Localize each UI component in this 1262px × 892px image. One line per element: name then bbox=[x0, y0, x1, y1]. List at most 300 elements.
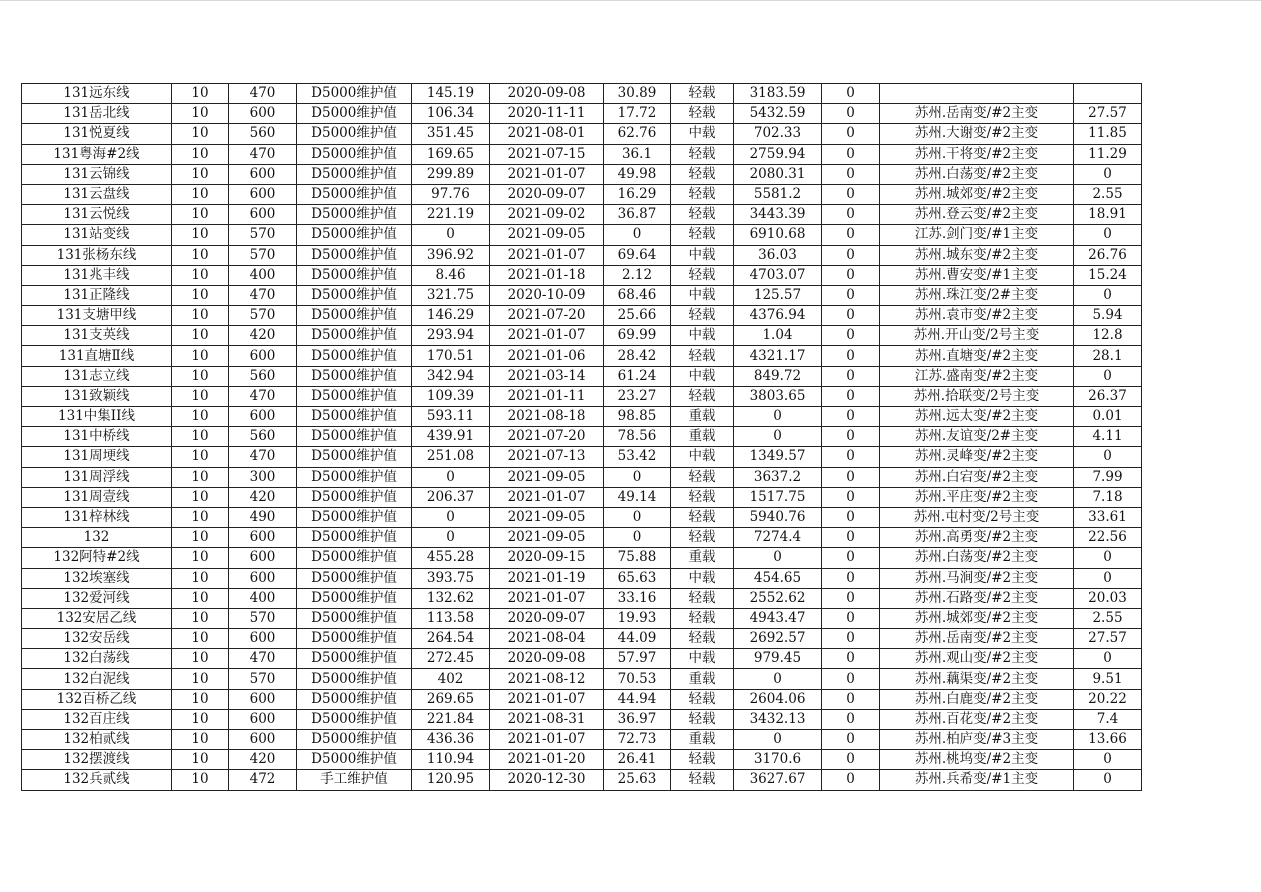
source-cell[interactable]: D5000维护值 bbox=[297, 689, 412, 709]
spare-capacity-cell[interactable]: 1.04 bbox=[734, 326, 822, 346]
load-level-cell[interactable]: 轻载 bbox=[671, 487, 734, 507]
voltage-cell[interactable]: 10 bbox=[172, 507, 229, 527]
transformer-cell[interactable]: 苏州.登云变/#2主变 bbox=[880, 205, 1074, 225]
current-load-cell[interactable]: 593.11 bbox=[412, 407, 490, 427]
flag-cell[interactable]: 0 bbox=[822, 528, 880, 548]
load-rate-cell[interactable]: 72.73 bbox=[604, 730, 671, 750]
line-name-cell[interactable]: 132百桥乙线 bbox=[22, 689, 172, 709]
flag-cell[interactable]: 0 bbox=[822, 346, 880, 366]
line-name-cell[interactable]: 131志立线 bbox=[22, 366, 172, 386]
line-name-cell[interactable]: 131云盘线 bbox=[22, 184, 172, 204]
source-cell[interactable]: D5000维护值 bbox=[297, 326, 412, 346]
voltage-cell[interactable]: 10 bbox=[172, 144, 229, 164]
current-load-cell[interactable]: 251.08 bbox=[412, 447, 490, 467]
transformer-rate-cell[interactable]: 0.01 bbox=[1074, 407, 1142, 427]
date-cell[interactable]: 2021-08-01 bbox=[490, 124, 604, 144]
transformer-rate-cell[interactable]: 15.24 bbox=[1074, 265, 1142, 285]
transformer-cell[interactable]: 苏州.袁市变/#2主变 bbox=[880, 306, 1074, 326]
current-load-cell[interactable]: 120.95 bbox=[412, 770, 490, 790]
transformer-rate-cell[interactable]: 26.76 bbox=[1074, 245, 1142, 265]
line-name-cell[interactable]: 132爱河线 bbox=[22, 588, 172, 608]
transformer-cell[interactable]: 苏州.平庄变/#2主变 bbox=[880, 487, 1074, 507]
transformer-cell[interactable]: 苏州.观山变/#2主变 bbox=[880, 649, 1074, 669]
flag-cell[interactable]: 0 bbox=[822, 407, 880, 427]
rated-capacity-cell[interactable]: 600 bbox=[229, 730, 297, 750]
spare-capacity-cell[interactable]: 849.72 bbox=[734, 366, 822, 386]
line-name-cell[interactable]: 131云悦线 bbox=[22, 205, 172, 225]
load-level-cell[interactable]: 重载 bbox=[671, 730, 734, 750]
load-level-cell[interactable]: 中载 bbox=[671, 124, 734, 144]
source-cell[interactable]: D5000维护值 bbox=[297, 124, 412, 144]
rated-capacity-cell[interactable]: 470 bbox=[229, 144, 297, 164]
current-load-cell[interactable]: 269.65 bbox=[412, 689, 490, 709]
transformer-rate-cell[interactable]: 20.03 bbox=[1074, 588, 1142, 608]
transformer-rate-cell[interactable]: 27.57 bbox=[1074, 104, 1142, 124]
flag-cell[interactable]: 0 bbox=[822, 245, 880, 265]
voltage-cell[interactable]: 10 bbox=[172, 225, 229, 245]
rated-capacity-cell[interactable]: 600 bbox=[229, 205, 297, 225]
spare-capacity-cell[interactable]: 7274.4 bbox=[734, 528, 822, 548]
spare-capacity-cell[interactable]: 0 bbox=[734, 548, 822, 568]
load-rate-cell[interactable]: 68.46 bbox=[604, 285, 671, 305]
source-cell[interactable]: D5000维护值 bbox=[297, 669, 412, 689]
spare-capacity-cell[interactable]: 0 bbox=[734, 669, 822, 689]
rated-capacity-cell[interactable]: 570 bbox=[229, 225, 297, 245]
load-rate-cell[interactable]: 36.97 bbox=[604, 709, 671, 729]
source-cell[interactable]: D5000维护值 bbox=[297, 487, 412, 507]
transformer-cell[interactable] bbox=[880, 84, 1074, 104]
line-name-cell[interactable]: 131周浮线 bbox=[22, 467, 172, 487]
current-load-cell[interactable]: 221.19 bbox=[412, 205, 490, 225]
flag-cell[interactable]: 0 bbox=[822, 366, 880, 386]
transformer-rate-cell[interactable]: 0 bbox=[1074, 548, 1142, 568]
source-cell[interactable]: D5000维护值 bbox=[297, 386, 412, 406]
rated-capacity-cell[interactable]: 600 bbox=[229, 407, 297, 427]
spare-capacity-cell[interactable]: 4376.94 bbox=[734, 306, 822, 326]
load-rate-cell[interactable]: 25.66 bbox=[604, 306, 671, 326]
date-cell[interactable]: 2021-01-07 bbox=[490, 588, 604, 608]
date-cell[interactable]: 2021-09-05 bbox=[490, 528, 604, 548]
voltage-cell[interactable]: 10 bbox=[172, 730, 229, 750]
current-load-cell[interactable]: 299.89 bbox=[412, 164, 490, 184]
voltage-cell[interactable]: 10 bbox=[172, 124, 229, 144]
source-cell[interactable]: D5000维护值 bbox=[297, 467, 412, 487]
rated-capacity-cell[interactable]: 470 bbox=[229, 386, 297, 406]
rated-capacity-cell[interactable]: 490 bbox=[229, 507, 297, 527]
date-cell[interactable]: 2021-09-05 bbox=[490, 467, 604, 487]
current-load-cell[interactable]: 455.28 bbox=[412, 548, 490, 568]
flag-cell[interactable]: 0 bbox=[822, 427, 880, 447]
voltage-cell[interactable]: 10 bbox=[172, 407, 229, 427]
spare-capacity-cell[interactable]: 702.33 bbox=[734, 124, 822, 144]
spare-capacity-cell[interactable]: 1349.57 bbox=[734, 447, 822, 467]
flag-cell[interactable]: 0 bbox=[822, 608, 880, 628]
transformer-rate-cell[interactable] bbox=[1074, 84, 1142, 104]
load-level-cell[interactable]: 轻载 bbox=[671, 306, 734, 326]
rated-capacity-cell[interactable]: 600 bbox=[229, 568, 297, 588]
date-cell[interactable]: 2021-01-07 bbox=[490, 487, 604, 507]
transformer-cell[interactable]: 苏州.岳南变/#2主变 bbox=[880, 104, 1074, 124]
spare-capacity-cell[interactable]: 0 bbox=[734, 730, 822, 750]
date-cell[interactable]: 2021-07-13 bbox=[490, 447, 604, 467]
transformer-rate-cell[interactable]: 0 bbox=[1074, 225, 1142, 245]
flag-cell[interactable]: 0 bbox=[822, 144, 880, 164]
flag-cell[interactable]: 0 bbox=[822, 386, 880, 406]
date-cell[interactable]: 2021-08-18 bbox=[490, 407, 604, 427]
line-name-cell[interactable]: 131悦夏线 bbox=[22, 124, 172, 144]
voltage-cell[interactable]: 10 bbox=[172, 588, 229, 608]
current-load-cell[interactable]: 0 bbox=[412, 225, 490, 245]
spare-capacity-cell[interactable]: 2604.06 bbox=[734, 689, 822, 709]
current-load-cell[interactable]: 97.76 bbox=[412, 184, 490, 204]
load-rate-cell[interactable]: 17.72 bbox=[604, 104, 671, 124]
line-name-cell[interactable]: 132安居乙线 bbox=[22, 608, 172, 628]
transformer-cell[interactable]: 苏州.远太变/#2主变 bbox=[880, 407, 1074, 427]
date-cell[interactable]: 2020-09-15 bbox=[490, 548, 604, 568]
transformer-cell[interactable]: 苏州.城郊变/#2主变 bbox=[880, 608, 1074, 628]
flag-cell[interactable]: 0 bbox=[822, 588, 880, 608]
line-name-cell[interactable]: 131支塘甲线 bbox=[22, 306, 172, 326]
current-load-cell[interactable]: 110.94 bbox=[412, 750, 490, 770]
spare-capacity-cell[interactable]: 36.03 bbox=[734, 245, 822, 265]
source-cell[interactable]: D5000维护值 bbox=[297, 144, 412, 164]
load-level-cell[interactable]: 轻载 bbox=[671, 709, 734, 729]
date-cell[interactable]: 2021-09-02 bbox=[490, 205, 604, 225]
transformer-rate-cell[interactable]: 0 bbox=[1074, 285, 1142, 305]
load-rate-cell[interactable]: 19.93 bbox=[604, 608, 671, 628]
current-load-cell[interactable]: 342.94 bbox=[412, 366, 490, 386]
current-load-cell[interactable]: 0 bbox=[412, 467, 490, 487]
voltage-cell[interactable]: 10 bbox=[172, 750, 229, 770]
load-level-cell[interactable]: 轻载 bbox=[671, 265, 734, 285]
load-rate-cell[interactable]: 0 bbox=[604, 225, 671, 245]
load-level-cell[interactable]: 轻载 bbox=[671, 346, 734, 366]
load-level-cell[interactable]: 中载 bbox=[671, 447, 734, 467]
transformer-cell[interactable]: 苏州.白荡变/#2主变 bbox=[880, 548, 1074, 568]
load-level-cell[interactable]: 中载 bbox=[671, 568, 734, 588]
load-level-cell[interactable]: 轻载 bbox=[671, 750, 734, 770]
voltage-cell[interactable]: 10 bbox=[172, 245, 229, 265]
voltage-cell[interactable]: 10 bbox=[172, 770, 229, 790]
flag-cell[interactable]: 0 bbox=[822, 487, 880, 507]
source-cell[interactable]: D5000维护值 bbox=[297, 245, 412, 265]
load-rate-cell[interactable]: 65.63 bbox=[604, 568, 671, 588]
flag-cell[interactable]: 0 bbox=[822, 770, 880, 790]
source-cell[interactable]: D5000维护值 bbox=[297, 184, 412, 204]
transformer-cell[interactable]: 苏州.岳南变/#2主变 bbox=[880, 629, 1074, 649]
spare-capacity-cell[interactable]: 3432.13 bbox=[734, 709, 822, 729]
rated-capacity-cell[interactable]: 470 bbox=[229, 84, 297, 104]
rated-capacity-cell[interactable]: 400 bbox=[229, 588, 297, 608]
line-name-cell[interactable]: 132白荡线 bbox=[22, 649, 172, 669]
load-level-cell[interactable]: 轻载 bbox=[671, 507, 734, 527]
transformer-cell[interactable]: 苏州.白鹿变/#2主变 bbox=[880, 689, 1074, 709]
transformer-cell[interactable]: 苏州.白荡变/#2主变 bbox=[880, 164, 1074, 184]
line-name-cell[interactable]: 131周埂线 bbox=[22, 447, 172, 467]
spare-capacity-cell[interactable]: 5581.2 bbox=[734, 184, 822, 204]
line-name-cell[interactable]: 131直塘Ⅱ线 bbox=[22, 346, 172, 366]
load-rate-cell[interactable]: 23.27 bbox=[604, 386, 671, 406]
load-rate-cell[interactable]: 28.42 bbox=[604, 346, 671, 366]
spare-capacity-cell[interactable]: 5432.59 bbox=[734, 104, 822, 124]
flag-cell[interactable]: 0 bbox=[822, 104, 880, 124]
transformer-cell[interactable]: 苏州.开山变/2号主变 bbox=[880, 326, 1074, 346]
load-rate-cell[interactable]: 62.76 bbox=[604, 124, 671, 144]
rated-capacity-cell[interactable]: 470 bbox=[229, 649, 297, 669]
date-cell[interactable]: 2021-09-05 bbox=[490, 507, 604, 527]
date-cell[interactable]: 2021-07-20 bbox=[490, 427, 604, 447]
rated-capacity-cell[interactable]: 570 bbox=[229, 245, 297, 265]
source-cell[interactable]: D5000维护值 bbox=[297, 84, 412, 104]
load-rate-cell[interactable]: 30.89 bbox=[604, 84, 671, 104]
spare-capacity-cell[interactable]: 454.65 bbox=[734, 568, 822, 588]
rated-capacity-cell[interactable]: 600 bbox=[229, 709, 297, 729]
transformer-rate-cell[interactable]: 2.55 bbox=[1074, 608, 1142, 628]
transformer-rate-cell[interactable]: 11.85 bbox=[1074, 124, 1142, 144]
spare-capacity-cell[interactable]: 4321.17 bbox=[734, 346, 822, 366]
voltage-cell[interactable]: 10 bbox=[172, 205, 229, 225]
source-cell[interactable]: D5000维护值 bbox=[297, 366, 412, 386]
voltage-cell[interactable]: 10 bbox=[172, 709, 229, 729]
load-rate-cell[interactable]: 75.88 bbox=[604, 548, 671, 568]
source-cell[interactable]: D5000维护值 bbox=[297, 730, 412, 750]
load-rate-cell[interactable]: 0 bbox=[604, 528, 671, 548]
date-cell[interactable]: 2020-09-07 bbox=[490, 608, 604, 628]
transformer-rate-cell[interactable]: 12.8 bbox=[1074, 326, 1142, 346]
flag-cell[interactable]: 0 bbox=[822, 730, 880, 750]
rated-capacity-cell[interactable]: 420 bbox=[229, 326, 297, 346]
current-load-cell[interactable]: 206.37 bbox=[412, 487, 490, 507]
spare-capacity-cell[interactable]: 2692.57 bbox=[734, 629, 822, 649]
current-load-cell[interactable]: 0 bbox=[412, 507, 490, 527]
rated-capacity-cell[interactable]: 560 bbox=[229, 366, 297, 386]
source-cell[interactable]: D5000维护值 bbox=[297, 104, 412, 124]
load-level-cell[interactable]: 轻载 bbox=[671, 164, 734, 184]
date-cell[interactable]: 2021-03-14 bbox=[490, 366, 604, 386]
transformer-rate-cell[interactable]: 2.55 bbox=[1074, 184, 1142, 204]
spare-capacity-cell[interactable]: 2080.31 bbox=[734, 164, 822, 184]
source-cell[interactable]: D5000维护值 bbox=[297, 709, 412, 729]
load-level-cell[interactable]: 轻载 bbox=[671, 144, 734, 164]
rated-capacity-cell[interactable]: 420 bbox=[229, 750, 297, 770]
load-level-cell[interactable]: 轻载 bbox=[671, 689, 734, 709]
current-load-cell[interactable]: 146.29 bbox=[412, 306, 490, 326]
source-cell[interactable]: D5000维护值 bbox=[297, 205, 412, 225]
rated-capacity-cell[interactable]: 600 bbox=[229, 184, 297, 204]
transformer-rate-cell[interactable]: 7.99 bbox=[1074, 467, 1142, 487]
line-name-cell[interactable]: 131张杨东线 bbox=[22, 245, 172, 265]
voltage-cell[interactable]: 10 bbox=[172, 265, 229, 285]
current-load-cell[interactable]: 264.54 bbox=[412, 629, 490, 649]
flag-cell[interactable]: 0 bbox=[822, 507, 880, 527]
transformer-rate-cell[interactable]: 0 bbox=[1074, 568, 1142, 588]
current-load-cell[interactable]: 221.84 bbox=[412, 709, 490, 729]
spare-capacity-cell[interactable]: 979.45 bbox=[734, 649, 822, 669]
load-rate-cell[interactable]: 36.87 bbox=[604, 205, 671, 225]
load-rate-cell[interactable]: 25.63 bbox=[604, 770, 671, 790]
transformer-rate-cell[interactable]: 0 bbox=[1074, 164, 1142, 184]
source-cell[interactable]: D5000维护值 bbox=[297, 507, 412, 527]
transformer-rate-cell[interactable]: 27.57 bbox=[1074, 629, 1142, 649]
load-rate-cell[interactable]: 0 bbox=[604, 467, 671, 487]
load-rate-cell[interactable]: 44.09 bbox=[604, 629, 671, 649]
load-level-cell[interactable]: 轻载 bbox=[671, 629, 734, 649]
voltage-cell[interactable]: 10 bbox=[172, 548, 229, 568]
flag-cell[interactable]: 0 bbox=[822, 84, 880, 104]
current-load-cell[interactable]: 293.94 bbox=[412, 326, 490, 346]
rated-capacity-cell[interactable]: 600 bbox=[229, 689, 297, 709]
rated-capacity-cell[interactable]: 600 bbox=[229, 629, 297, 649]
load-level-cell[interactable]: 中载 bbox=[671, 245, 734, 265]
rated-capacity-cell[interactable]: 470 bbox=[229, 285, 297, 305]
load-level-cell[interactable]: 中载 bbox=[671, 326, 734, 346]
load-rate-cell[interactable]: 53.42 bbox=[604, 447, 671, 467]
source-cell[interactable]: D5000维护值 bbox=[297, 588, 412, 608]
load-level-cell[interactable]: 中载 bbox=[671, 366, 734, 386]
date-cell[interactable]: 2020-09-08 bbox=[490, 649, 604, 669]
transformer-rate-cell[interactable]: 33.61 bbox=[1074, 507, 1142, 527]
load-level-cell[interactable]: 重载 bbox=[671, 427, 734, 447]
flag-cell[interactable]: 0 bbox=[822, 225, 880, 245]
rated-capacity-cell[interactable]: 300 bbox=[229, 467, 297, 487]
transformer-rate-cell[interactable]: 7.4 bbox=[1074, 709, 1142, 729]
transformer-cell[interactable]: 苏州.友谊变/2#主变 bbox=[880, 427, 1074, 447]
transformer-cell[interactable]: 苏州.直塘变/#2主变 bbox=[880, 346, 1074, 366]
transformer-cell[interactable]: 苏州.百花变/#2主变 bbox=[880, 709, 1074, 729]
load-level-cell[interactable]: 轻载 bbox=[671, 184, 734, 204]
date-cell[interactable]: 2021-07-20 bbox=[490, 306, 604, 326]
transformer-cell[interactable]: 苏州.白宕变/#2主变 bbox=[880, 467, 1074, 487]
line-name-cell[interactable]: 132 bbox=[22, 528, 172, 548]
flag-cell[interactable]: 0 bbox=[822, 124, 880, 144]
load-rate-cell[interactable]: 33.16 bbox=[604, 588, 671, 608]
line-name-cell[interactable]: 131岳北线 bbox=[22, 104, 172, 124]
transformer-cell[interactable]: 苏州.城东变/#2主变 bbox=[880, 245, 1074, 265]
transformer-cell[interactable]: 苏州.桃坞变/#2主变 bbox=[880, 750, 1074, 770]
load-rate-cell[interactable]: 49.98 bbox=[604, 164, 671, 184]
rated-capacity-cell[interactable]: 600 bbox=[229, 346, 297, 366]
transformer-rate-cell[interactable]: 7.18 bbox=[1074, 487, 1142, 507]
voltage-cell[interactable]: 10 bbox=[172, 487, 229, 507]
transformer-rate-cell[interactable]: 0 bbox=[1074, 750, 1142, 770]
current-load-cell[interactable]: 439.91 bbox=[412, 427, 490, 447]
load-level-cell[interactable]: 重载 bbox=[671, 407, 734, 427]
current-load-cell[interactable]: 132.62 bbox=[412, 588, 490, 608]
source-cell[interactable]: D5000维护值 bbox=[297, 265, 412, 285]
date-cell[interactable]: 2021-01-07 bbox=[490, 164, 604, 184]
spare-capacity-cell[interactable]: 3637.2 bbox=[734, 467, 822, 487]
voltage-cell[interactable]: 10 bbox=[172, 84, 229, 104]
date-cell[interactable]: 2020-10-09 bbox=[490, 285, 604, 305]
load-rate-cell[interactable]: 69.64 bbox=[604, 245, 671, 265]
current-load-cell[interactable]: 113.58 bbox=[412, 608, 490, 628]
current-load-cell[interactable]: 272.45 bbox=[412, 649, 490, 669]
line-name-cell[interactable]: 131支英线 bbox=[22, 326, 172, 346]
source-cell[interactable]: D5000维护值 bbox=[297, 164, 412, 184]
current-load-cell[interactable]: 8.46 bbox=[412, 265, 490, 285]
load-rate-cell[interactable]: 0 bbox=[604, 507, 671, 527]
voltage-cell[interactable]: 10 bbox=[172, 689, 229, 709]
load-level-cell[interactable]: 轻载 bbox=[671, 104, 734, 124]
line-name-cell[interactable]: 131中桥线 bbox=[22, 427, 172, 447]
load-level-cell[interactable]: 轻载 bbox=[671, 588, 734, 608]
voltage-cell[interactable]: 10 bbox=[172, 306, 229, 326]
rated-capacity-cell[interactable]: 570 bbox=[229, 669, 297, 689]
spare-capacity-cell[interactable]: 0 bbox=[734, 407, 822, 427]
current-load-cell[interactable]: 396.92 bbox=[412, 245, 490, 265]
transformer-rate-cell[interactable]: 22.56 bbox=[1074, 528, 1142, 548]
date-cell[interactable]: 2021-01-06 bbox=[490, 346, 604, 366]
transformer-cell[interactable]: 苏州.高勇变/#2主变 bbox=[880, 528, 1074, 548]
source-cell[interactable]: D5000维护值 bbox=[297, 225, 412, 245]
spare-capacity-cell[interactable]: 1517.75 bbox=[734, 487, 822, 507]
voltage-cell[interactable]: 10 bbox=[172, 346, 229, 366]
current-load-cell[interactable]: 402 bbox=[412, 669, 490, 689]
load-rate-cell[interactable]: 69.99 bbox=[604, 326, 671, 346]
transformer-rate-cell[interactable]: 0 bbox=[1074, 770, 1142, 790]
load-rate-cell[interactable]: 98.85 bbox=[604, 407, 671, 427]
transformer-rate-cell[interactable]: 28.1 bbox=[1074, 346, 1142, 366]
load-rate-cell[interactable]: 57.97 bbox=[604, 649, 671, 669]
source-cell[interactable]: D5000维护值 bbox=[297, 528, 412, 548]
source-cell[interactable]: D5000维护值 bbox=[297, 346, 412, 366]
source-cell[interactable]: D5000维护值 bbox=[297, 548, 412, 568]
load-level-cell[interactable]: 轻载 bbox=[671, 608, 734, 628]
date-cell[interactable]: 2021-09-05 bbox=[490, 225, 604, 245]
load-level-cell[interactable]: 轻载 bbox=[671, 84, 734, 104]
rated-capacity-cell[interactable]: 420 bbox=[229, 487, 297, 507]
load-level-cell[interactable]: 轻载 bbox=[671, 205, 734, 225]
source-cell[interactable]: D5000维护值 bbox=[297, 285, 412, 305]
transformer-rate-cell[interactable]: 20.22 bbox=[1074, 689, 1142, 709]
source-cell[interactable]: D5000维护值 bbox=[297, 407, 412, 427]
line-name-cell[interactable]: 132摆渡线 bbox=[22, 750, 172, 770]
current-load-cell[interactable]: 170.51 bbox=[412, 346, 490, 366]
line-name-cell[interactable]: 132柏贰线 bbox=[22, 730, 172, 750]
date-cell[interactable]: 2021-01-07 bbox=[490, 730, 604, 750]
flag-cell[interactable]: 0 bbox=[822, 306, 880, 326]
date-cell[interactable]: 2021-01-11 bbox=[490, 386, 604, 406]
load-level-cell[interactable]: 轻载 bbox=[671, 528, 734, 548]
load-rate-cell[interactable]: 2.12 bbox=[604, 265, 671, 285]
load-level-cell[interactable]: 轻载 bbox=[671, 467, 734, 487]
line-name-cell[interactable]: 132阿特#2线 bbox=[22, 548, 172, 568]
load-rate-cell[interactable]: 44.94 bbox=[604, 689, 671, 709]
flag-cell[interactable]: 0 bbox=[822, 568, 880, 588]
source-cell[interactable]: D5000维护值 bbox=[297, 447, 412, 467]
current-load-cell[interactable]: 109.39 bbox=[412, 386, 490, 406]
spare-capacity-cell[interactable]: 2759.94 bbox=[734, 144, 822, 164]
voltage-cell[interactable]: 10 bbox=[172, 366, 229, 386]
line-name-cell[interactable]: 131正隆线 bbox=[22, 285, 172, 305]
transformer-rate-cell[interactable]: 5.94 bbox=[1074, 306, 1142, 326]
current-load-cell[interactable]: 169.65 bbox=[412, 144, 490, 164]
transformer-rate-cell[interactable]: 0 bbox=[1074, 649, 1142, 669]
date-cell[interactable]: 2020-09-07 bbox=[490, 184, 604, 204]
flag-cell[interactable]: 0 bbox=[822, 205, 880, 225]
voltage-cell[interactable]: 10 bbox=[172, 427, 229, 447]
transformer-rate-cell[interactable]: 18.91 bbox=[1074, 205, 1142, 225]
transformer-cell[interactable]: 江苏.剑门变/#1主变 bbox=[880, 225, 1074, 245]
line-name-cell[interactable]: 132埃塞线 bbox=[22, 568, 172, 588]
transformer-cell[interactable]: 苏州.屯村变/2号主变 bbox=[880, 507, 1074, 527]
date-cell[interactable]: 2021-01-07 bbox=[490, 689, 604, 709]
voltage-cell[interactable]: 10 bbox=[172, 629, 229, 649]
transformer-cell[interactable]: 苏州.藕渠变/#2主变 bbox=[880, 669, 1074, 689]
current-load-cell[interactable]: 393.75 bbox=[412, 568, 490, 588]
flag-cell[interactable]: 0 bbox=[822, 326, 880, 346]
load-rate-cell[interactable]: 78.56 bbox=[604, 427, 671, 447]
